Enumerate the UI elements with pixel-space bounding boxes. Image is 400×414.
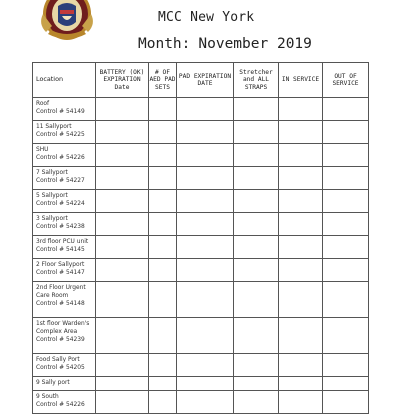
table-row [33, 377, 369, 391]
column-header-aed-pad-sets: # OF AED PAD SETS [149, 63, 177, 98]
entry-cell[interactable] [177, 167, 234, 190]
entry-cell[interactable] [279, 259, 323, 282]
location-cell [33, 259, 96, 282]
location-text: Control # 54205 [36, 365, 85, 372]
location-cell [33, 391, 96, 414]
entry-cell[interactable] [149, 98, 177, 121]
month-value: November 2019 [198, 36, 312, 52]
entry-cell[interactable] [149, 121, 177, 144]
entry-cell[interactable] [323, 282, 369, 318]
entry-cell[interactable] [279, 236, 323, 259]
entry-cell[interactable] [234, 213, 279, 236]
entry-cell[interactable] [234, 167, 279, 190]
location-text: Food Sally Port [36, 357, 80, 363]
column-header-in-service: IN SERVICE [279, 63, 323, 98]
table-row [33, 236, 369, 259]
location-text: Care Room [36, 293, 69, 300]
agency-seal-logo [36, 0, 98, 40]
entry-cell[interactable] [279, 144, 323, 167]
entry-cell[interactable] [177, 391, 234, 414]
entry-cell[interactable] [149, 213, 177, 236]
table-row [33, 259, 369, 282]
location-text: 2nd Floor Urgent [36, 285, 86, 291]
location-cell [33, 236, 96, 259]
location-text: 3rd floor PCU unit [36, 239, 89, 245]
location-cell [33, 377, 96, 391]
entry-cell[interactable] [323, 98, 369, 121]
table-row [33, 391, 369, 414]
location-text: 2 Floor Sallyport [36, 262, 85, 268]
entry-cell[interactable] [279, 213, 323, 236]
entry-cell[interactable] [323, 167, 369, 190]
column-header-location: Location [33, 63, 96, 98]
location-cell [33, 282, 96, 318]
location-text: 5 Sallyport [36, 193, 68, 199]
entry-cell[interactable] [96, 167, 149, 190]
entry-cell[interactable] [96, 318, 149, 354]
location-text: 11 Sallyport [36, 124, 72, 130]
entry-cell[interactable] [177, 282, 234, 318]
entry-cell[interactable] [96, 282, 149, 318]
location-text: 7 Sallyport [36, 170, 68, 176]
entry-cell[interactable] [177, 354, 234, 377]
location-text: 3 Sallyport [36, 216, 68, 222]
entry-cell[interactable] [234, 318, 279, 354]
month-label: Month: [138, 36, 191, 52]
location-text: Control # 54224 [36, 201, 85, 208]
entry-cell[interactable] [149, 167, 177, 190]
entry-cell[interactable] [279, 318, 323, 354]
location-cell [33, 167, 96, 190]
facility-title: MCC New York [158, 10, 255, 25]
column-header-out-of-service: OUT OF SERVICE [323, 63, 369, 98]
location-text: Control # 54148 [36, 301, 85, 308]
entry-cell[interactable] [323, 144, 369, 167]
entry-cell[interactable] [96, 144, 149, 167]
table-row [33, 167, 369, 190]
entry-cell[interactable] [279, 282, 323, 318]
entry-cell[interactable] [177, 236, 234, 259]
entry-cell[interactable] [234, 259, 279, 282]
entry-cell[interactable] [177, 377, 234, 391]
entry-cell[interactable] [177, 259, 234, 282]
location-text: 9 South [36, 394, 59, 400]
location-text: Control # 54225 [36, 132, 85, 139]
entry-cell[interactable] [96, 391, 149, 414]
location-cell [33, 98, 96, 121]
entry-cell[interactable] [323, 236, 369, 259]
entry-cell[interactable] [234, 282, 279, 318]
entry-cell[interactable] [234, 236, 279, 259]
location-text: 1st floor Warden's [36, 321, 90, 327]
location-cell [33, 213, 96, 236]
entry-cell[interactable] [149, 391, 177, 414]
location-text: Control # 54227 [36, 178, 85, 185]
location-text: Roof [36, 101, 50, 107]
entry-cell[interactable] [234, 354, 279, 377]
entry-cell[interactable] [234, 391, 279, 414]
entry-cell[interactable] [323, 259, 369, 282]
location-text: Complex Area [36, 329, 78, 336]
location-cell [33, 354, 96, 377]
table-row [33, 98, 369, 121]
location-cell [33, 144, 96, 167]
table-row [33, 190, 369, 213]
location-cell [33, 318, 96, 354]
location-text: Control # 54226 [36, 402, 85, 409]
location-text: Control # 54149 [36, 109, 85, 116]
entry-cell[interactable] [323, 121, 369, 144]
entry-cell[interactable] [96, 377, 149, 391]
entry-cell[interactable] [96, 190, 149, 213]
entry-cell[interactable] [234, 190, 279, 213]
entry-cell[interactable] [234, 98, 279, 121]
entry-cell[interactable] [149, 377, 177, 391]
aed-inspection-table [32, 62, 369, 414]
entry-cell[interactable] [279, 377, 323, 391]
location-text: Control # 54238 [36, 224, 85, 231]
column-header-pad-expiration: PAD EXPIRATION DATE [177, 63, 234, 98]
entry-cell[interactable] [234, 121, 279, 144]
entry-cell[interactable] [323, 318, 369, 354]
entry-cell[interactable] [177, 121, 234, 144]
table-row [33, 318, 369, 354]
entry-cell[interactable] [96, 98, 149, 121]
entry-cell[interactable] [234, 144, 279, 167]
location-text: Control # 54147 [36, 270, 85, 277]
table-row [33, 282, 369, 318]
entry-cell[interactable] [323, 377, 369, 391]
location-cell [33, 121, 96, 144]
table-row [33, 213, 369, 236]
entry-cell[interactable] [279, 391, 323, 414]
entry-cell[interactable] [177, 98, 234, 121]
entry-cell[interactable] [149, 318, 177, 354]
entry-cell[interactable] [96, 121, 149, 144]
entry-cell[interactable] [149, 354, 177, 377]
location-text: 9 Sally port [36, 380, 70, 386]
entry-cell[interactable] [96, 354, 149, 377]
entry-cell[interactable] [96, 259, 149, 282]
entry-cell[interactable] [149, 236, 177, 259]
entry-cell[interactable] [279, 190, 323, 213]
entry-cell[interactable] [323, 213, 369, 236]
entry-cell[interactable] [279, 354, 323, 377]
location-cell [33, 190, 96, 213]
entry-cell[interactable] [177, 213, 234, 236]
month-line [138, 36, 320, 52]
entry-cell[interactable] [323, 190, 369, 213]
entry-cell[interactable] [149, 144, 177, 167]
entry-cell[interactable] [323, 391, 369, 414]
location-text: SHU [36, 147, 49, 153]
table-row [33, 144, 369, 167]
entry-cell[interactable] [149, 259, 177, 282]
table-row [33, 121, 369, 144]
entry-cell[interactable] [234, 377, 279, 391]
column-header-battery-expiration: BATTERY (OK) EXPIRATION Date [96, 63, 149, 98]
table-row [33, 354, 369, 377]
entry-cell[interactable] [149, 190, 177, 213]
location-text: Control # 54226 [36, 155, 85, 162]
entry-cell[interactable] [323, 354, 369, 377]
entry-cell[interactable] [96, 213, 149, 236]
location-text: Control # 54145 [36, 247, 85, 254]
entry-cell[interactable] [177, 190, 234, 213]
column-header-stretcher: Stretcher and ALL STRAPS [234, 63, 279, 98]
entry-cell[interactable] [279, 121, 323, 144]
entry-cell[interactable] [177, 318, 234, 354]
entry-cell[interactable] [149, 282, 177, 318]
entry-cell[interactable] [279, 98, 323, 121]
location-text: Control # 54239 [36, 337, 85, 344]
entry-cell[interactable] [177, 144, 234, 167]
entry-cell[interactable] [279, 167, 323, 190]
entry-cell[interactable] [96, 236, 149, 259]
